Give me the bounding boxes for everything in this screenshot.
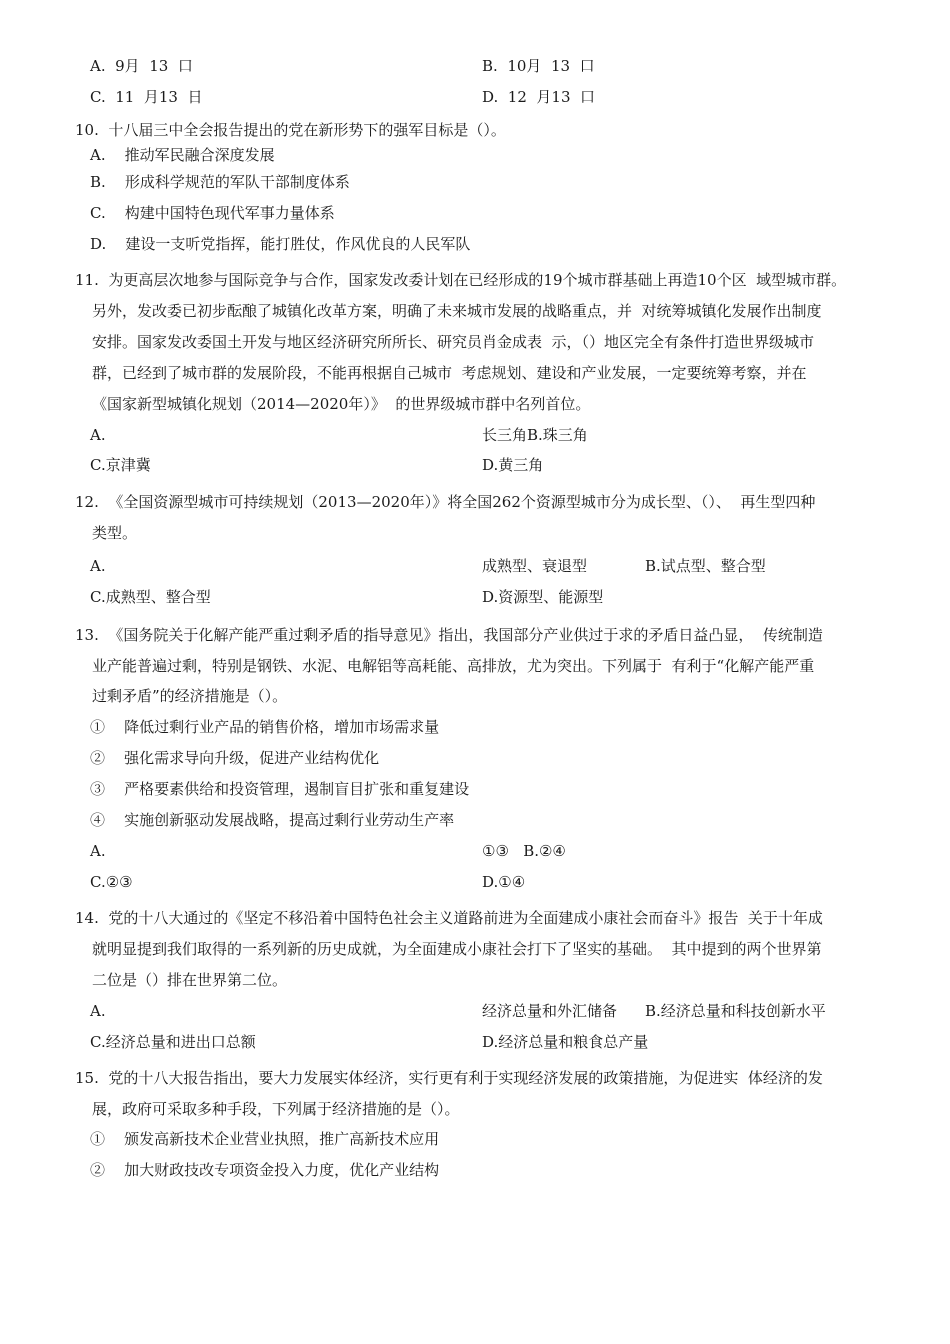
q11-stem-line-3: 安排。国家发改委国土开发与地区经济研究所所长、研究员肖金成表 示，（）地区完全有条件打造世界级城市 [92,333,815,351]
q15-item-2: ② 加大财政技改专项资金投入力度，优化产业结构 [90,1161,440,1179]
q9-option-c: C. 11 月13 日 [90,88,203,106]
q14-option-c: C.经济总量和进出口总额 [90,1033,256,1051]
q14-stem-line-2: 就明显提到我们取得的一系列新的历史成就，为全面建成小康社会打下了坚实的基础。 其中提到的两个世界第 [92,940,822,958]
q11-option-a-label: A. [90,426,106,444]
q10-option-c: C. 构建中国特色现代军事力量体系 [90,204,335,222]
q13-option-a-b: ①③ B.②④ [482,842,566,860]
q13-stem-line-1: 13. 《国务院关于化解产能严重过剩矛盾的指导意见》指出，我国部分产业供过于求的矛盾日益凸显， 传统制造 [75,626,823,644]
q10-option-b: B. 形成科学规范的军队干部制度体系 [90,173,350,191]
q14-option-b: B.经济总量和科技创新水平 [645,1002,826,1020]
q14-option-a-label: A. [90,1002,106,1020]
q10-option-a: A. 推动军民融合深度发展 [90,146,275,164]
q13-item-3: ③ 严格要素供给和投资管理，遏制盲目扩张和重复建设 [90,780,470,798]
q15-stem-line-1: 15. 党的十八大报告指出，要大力发展实体经济，实行更有利于实现经济发展的政策措施，为促进实 体经济的发 [75,1069,823,1087]
q13-item-4: ④ 实施创新驱动发展战略，提高过剩行业劳动生产率 [90,811,455,829]
q11-option-c: C.京津冀 [90,456,151,474]
q12-stem-line-1: 12. 《全国资源型城市可持续规划（2013—2020年）》将全国262个资源型城市分为成长型、（）、 再生型四种 [75,493,816,511]
q14-stem-line-1: 14. 党的十八大通过的《坚定不移沿着中国特色社会主义道路前进为全面建成小康社会而奋斗》报告 关于十年成 [75,909,823,927]
q14-stem-line-3: 二位是（）排在世界第二位。 [92,971,288,989]
q13-option-a-label: A. [90,842,106,860]
q15-stem-line-2: 展，政府可采取多种手段，下列属于经济措施的是（）。 [92,1100,460,1118]
q12-option-a-label: A. [90,557,106,575]
q14-option-a: 经济总量和外汇储备 [482,1002,618,1020]
q11-stem-line-2: 另外，发改委已初步酝酿了城镇化改革方案，明确了未来城市发展的战略重点，并 对统筹城镇化发展作出制度 [92,302,822,320]
q11-stem-line-4: 群，已经到了城市群的发展阶段，不能再根据自己城市 考虑规划、建设和产业发展，一定要统筹考察，并在 [92,364,807,382]
q12-option-b: B.试点型、整合型 [645,557,766,575]
q12-option-a: 成熟型、衰退型 [482,557,588,575]
q14-option-d: D.经济总量和粮食总产量 [482,1033,649,1051]
q9-option-a: A. 9月 13 口 [90,57,193,75]
q13-stem-line-2: 业产能普遍过剩，特别是钢铁、水泥、电解铝等高耗能、高排放，尤为突出。下列属于 有利于“化解产能严重 [92,657,815,675]
q10-option-d: D. 建设一支听党指挥，能打胜仗，作风优良的人民军队 [90,235,471,253]
q12-option-c: C.成熟型、整合型 [90,588,211,606]
q13-item-2: ② 强化需求导向升级，促进产业结构优化 [90,749,380,767]
q12-option-d: D.资源型、能源型 [482,588,604,606]
q11-option-a-b: 长三角B.珠三角 [482,426,588,444]
q10-stem: 10. 十八届三中全会报告提出的党在新形势下的强军目标是（）。 [75,121,506,139]
q13-item-1: ① 降低过剩行业产品的销售价格，增加市场需求量 [90,718,440,736]
q11-option-d: D.黄三角 [482,456,544,474]
q9-option-d: D. 12 月13 口 [482,88,596,106]
q13-stem-line-3: 过剩矛盾”的经济措施是（）。 [92,687,288,705]
q9-option-b: B. 10月 13 口 [482,57,595,75]
q12-stem-line-2: 类型。 [92,524,138,542]
q15-item-1: ① 颁发高新技术企业营业执照，推广高新技术应用 [90,1130,440,1148]
q13-option-d: D.①④ [482,873,526,891]
q11-stem-line-1: 11. 为更高层次地参与国际竞争与合作，国家发改委计划在已经形成的19个城市群基础上再造10个区 域型城市群。 [75,271,847,289]
q11-stem-line-5: 《国家新型城镇化规划（2014—2020年）》 的世界级城市群中名列首位。 [92,395,591,413]
q13-option-c: C.②③ [90,873,133,891]
